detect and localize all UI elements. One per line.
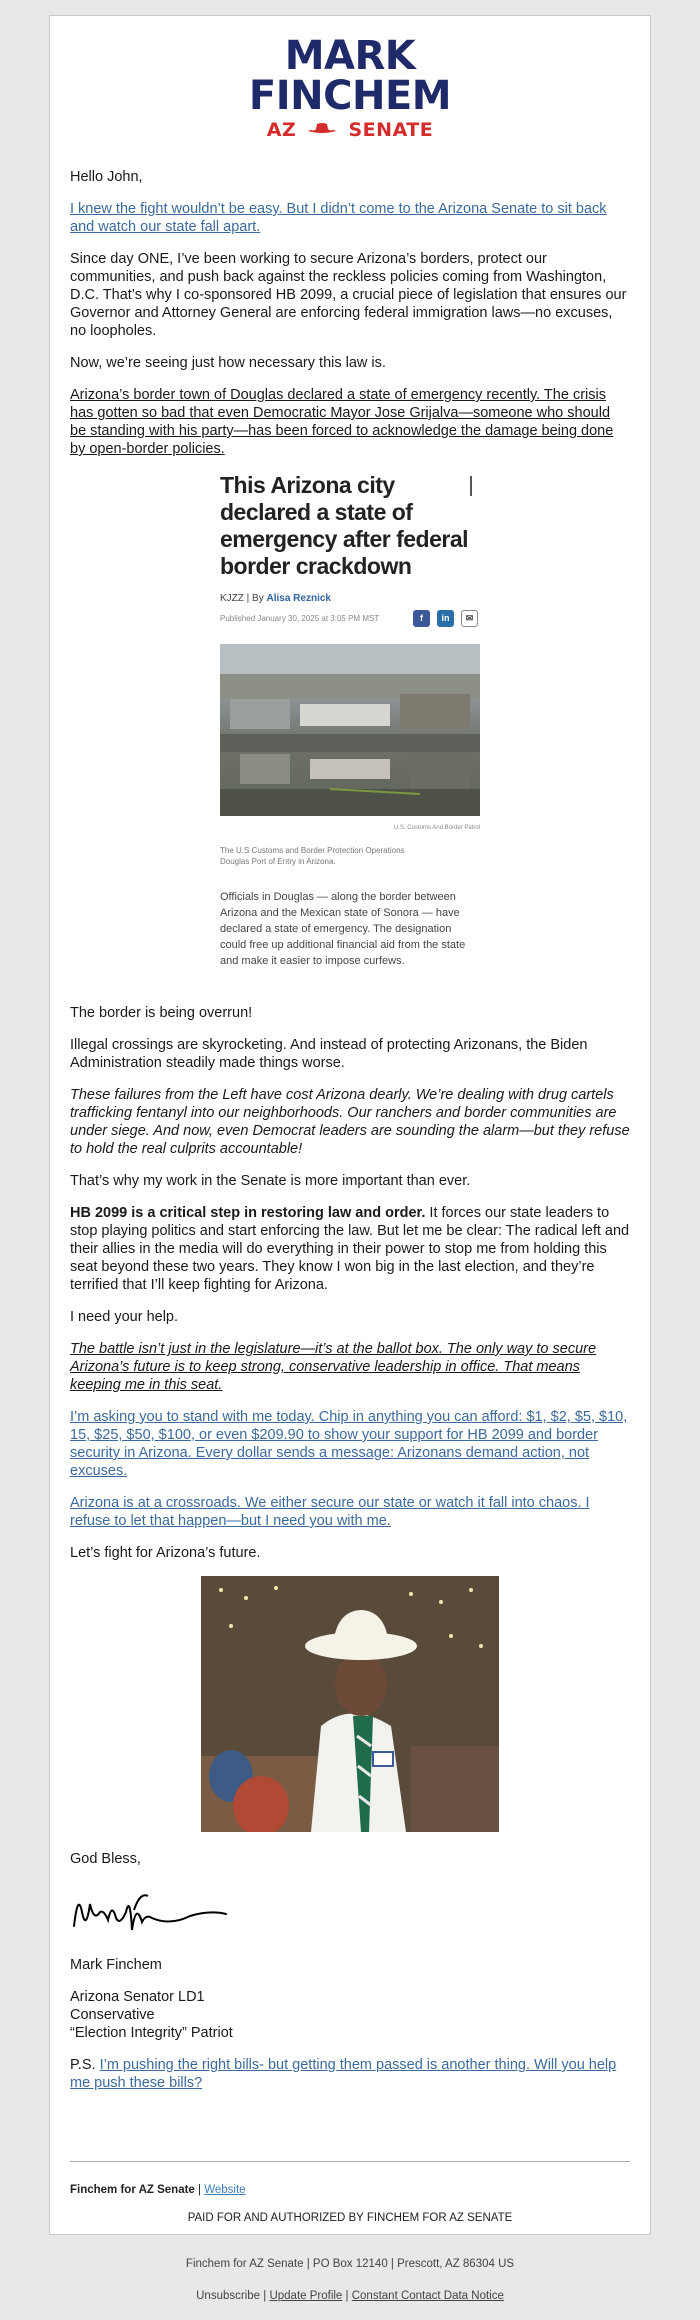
candidate-photo <box>201 1576 499 1832</box>
paragraph-ballot: The battle isn’t just in the legislature—it’s at the ballot box. The only way to secure Arizona’s future is to keep strong, conservative leadership in office. That means keeping me in this seat. <box>70 1341 597 1393</box>
hb2099-bold: HB 2099 is a critical step in restoring law and order. <box>70 1205 426 1221</box>
handwritten-signature <box>70 1882 230 1942</box>
paragraph-crossings: Illegal crossings are skyrocketing. And instead of protecting Arizonans, the Biden Administration steadily made things worse. <box>70 1037 588 1071</box>
title-conservative: Conservative <box>70 2007 155 2023</box>
text-cursor <box>470 476 472 496</box>
pref-sep-1: | <box>263 2290 267 2302</box>
campaign-logo <box>50 33 650 141</box>
email-body <box>70 168 630 2106</box>
postscript <box>70 2056 630 2092</box>
byline-prefix: KJZZ | By <box>220 593 264 604</box>
article-author: Alisa Reznick <box>266 593 331 604</box>
logo-senate: SENATE <box>348 119 434 141</box>
article-headline: This Arizona city declared a state of emergency after federal border crackdown <box>220 472 469 579</box>
logo-subtitle <box>50 120 650 140</box>
paragraph-failures: These failures from the Left have cost Arizona dearly. We’re dealing with drug cartels trafficking fentanyl into our neighborhoods. Our ranchers and border communities are under siege. And now, even Democrat leaders are sounding the alarm—but they refuse to hold the real culprits accountable! <box>70 1087 630 1157</box>
linkedin-icon: in <box>437 610 454 627</box>
paragraph-fight: Let’s fight for Arizona’s future. <box>70 1545 261 1561</box>
footer-org <box>70 2184 246 2196</box>
candidate-illustration <box>201 1576 499 1832</box>
signer-titles <box>70 1988 630 2042</box>
unsubscribe-link[interactable]: Unsubscribe <box>196 2290 261 2302</box>
ps-link[interactable]: I’m pushing the right bills- but getting them passed is another thing. Will you help me push these bills? <box>70 2057 617 2091</box>
website-link[interactable]: Website <box>204 2184 246 2196</box>
email-icon: ✉ <box>461 610 478 627</box>
signature <box>70 1882 630 1942</box>
footer-divider <box>70 2161 630 2162</box>
article-date: Published January 30, 2025 at 3:05 PM MST <box>220 614 380 623</box>
paragraph-hb2099 <box>70 1204 630 1294</box>
logo-first-name: MARK <box>284 33 416 79</box>
facebook-icon: f <box>413 610 430 627</box>
crossroads-link[interactable]: Arizona is at a crossroads. We either secure our state or watch it fall into chaos. I refuse to let that happen—but I need you with me. <box>70 1495 590 1529</box>
border-port-photo <box>220 644 480 816</box>
photo-credit: U.S. Customs And Border Patrol <box>393 825 480 831</box>
paragraph-senate: That’s why my work in the Senate is more important than ever. <box>70 1173 471 1189</box>
share-buttons <box>410 608 478 627</box>
closing: God Bless, <box>70 1851 141 1867</box>
paragraph-now: Now, we’re seeing just how necessary this law is. <box>70 355 386 371</box>
donate-link[interactable]: I’m asking you to stand with me today. Chip in anything you can afford: $1, $2, $5, $10, 15, $25, $50, $100, or even $209.90 to show your support for HB 2099 and border security in Arizona. Every dollar sends a message: Arizonans demand action, not excuses. <box>70 1409 628 1479</box>
paragraph-day-one: Since day ONE, I’ve been working to secure Arizona’s borders, protect our communities, and push back against the reckless policies coming from Washington, D.C. That’s why I co-sponsored HB 2099, a crucial piece of legislation that ensures our Governor and Attorney General are enforcing federal immigration laws—no excuses, no loopholes. <box>70 251 627 339</box>
ps-prefix: P.S. <box>70 2057 96 2073</box>
paragraph-help: I need your help. <box>70 1309 179 1325</box>
news-article-image <box>220 472 480 992</box>
title-senator: Arizona Senator LD1 <box>70 1989 205 2005</box>
logo-last-name: FINCHEM <box>248 73 452 119</box>
cowboy-hat-icon <box>307 122 337 134</box>
paragraph-overrun: The border is being overrun! <box>70 1005 253 1021</box>
update-profile-link[interactable]: Update Profile <box>269 2290 343 2302</box>
footer-org-name: Finchem for AZ Senate <box>70 2184 195 2196</box>
logo-az: AZ <box>266 119 297 141</box>
title-patriot: “Election Integrity” Patriot <box>70 2025 233 2041</box>
email-card <box>49 15 651 2235</box>
hb2099-rest: It forces our state leaders to stop playing politics and start enforcing the law. But let me be clear: The radical left and their allies in the media will do everything in their power to stop me from holding this seat beyond these two years. They know I won big in the last election, and they’re terrified that I’ll keep fighting for Arizona. <box>70 1205 630 1293</box>
paragraph-douglas: Arizona’s border town of Douglas declared a state of emergency recently. The crisis has gotten so bad that even Democratic Mayor Jose Grijalva—someone who should be standing with his party—has been forced to acknowledge the damage being done by open-border policies. <box>70 387 614 457</box>
article-byline <box>220 590 480 608</box>
paid-for-notice: PAID FOR AND AUTHORIZED BY FINCHEM FOR AZ SENATE <box>187 2212 513 2224</box>
footer-separator: | <box>198 2184 202 2196</box>
data-notice-link[interactable]: Constant Contact Data Notice <box>351 2290 504 2302</box>
aerial-town-illustration <box>220 644 480 816</box>
intro-link[interactable]: I knew the fight wouldn’t be easy. But I didn’t come to the Arizona Senate to sit back and watch our state fall apart. <box>70 201 607 235</box>
pref-sep-2: | <box>345 2290 349 2302</box>
mailing-address: Finchem for AZ Senate | PO Box 12140 | Prescott, AZ 86304 US <box>185 2258 515 2270</box>
signer-name: Mark Finchem <box>70 1957 162 1973</box>
greeting: Hello John, <box>70 169 143 185</box>
article-body: Officials in Douglas — along the border between Arizona and the Mexican state of Sonora — have declared a state of emergency. The designation could free up additional financial aid from the state and make it easier to impose curfews. <box>220 891 466 967</box>
email-preferences <box>0 2290 700 2302</box>
photo-caption: The U.S Customs and Border Protection Operations Douglas Port of Entry in Arizona. <box>220 846 405 866</box>
